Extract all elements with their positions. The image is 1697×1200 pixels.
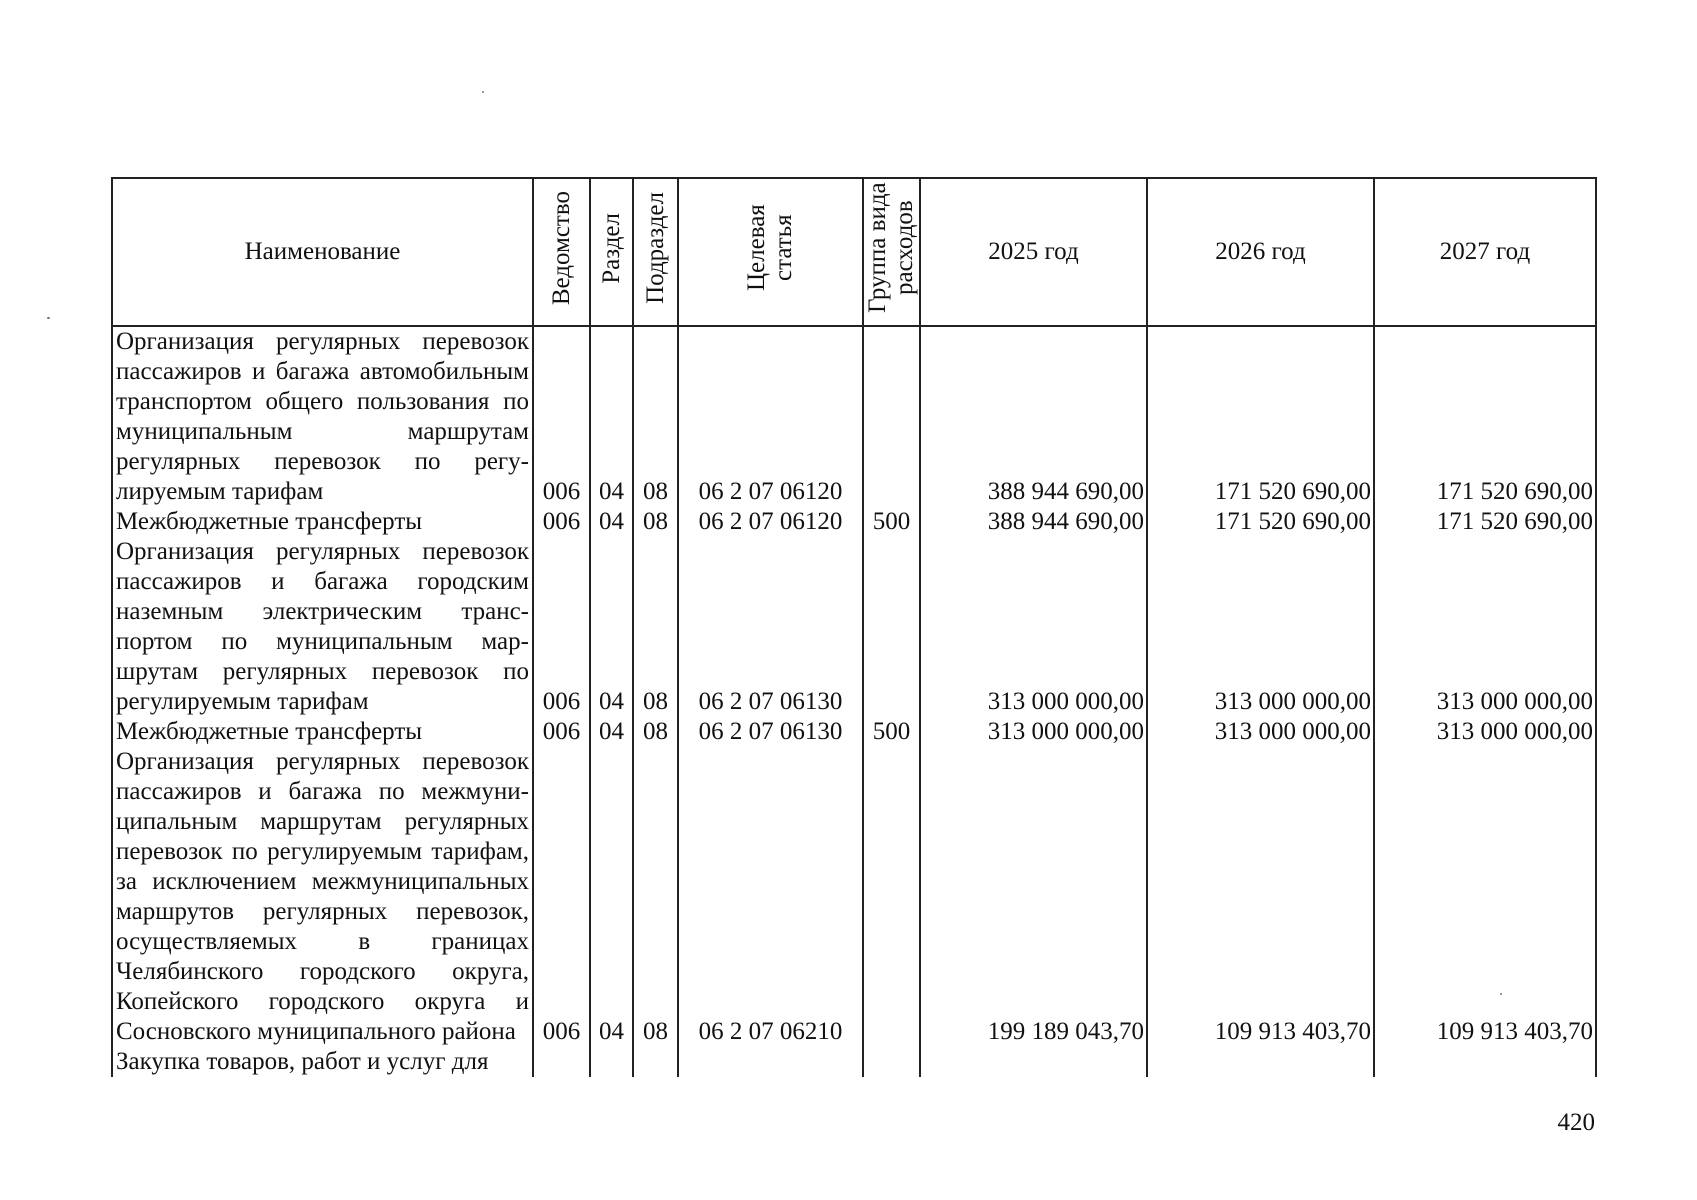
- row-subsection: 08: [633, 507, 678, 537]
- row-department: [533, 1047, 590, 1077]
- row-amount-2027: 313 000 000,00: [1374, 537, 1596, 717]
- row-section: [590, 1047, 633, 1077]
- header-section: Раздел: [590, 178, 633, 326]
- row-name: Закупка товаров, работ и услуг для: [112, 1047, 533, 1077]
- row-target-item: 06 2 07 06210: [678, 747, 863, 1047]
- row-amount-2025: [920, 1047, 1147, 1077]
- row-expense-group: [863, 326, 920, 507]
- header-name: Наименование: [112, 178, 533, 326]
- row-section: 04: [590, 717, 633, 747]
- row-amount-2027: [1374, 1047, 1596, 1077]
- row-subsection: [633, 1047, 678, 1077]
- row-department: 006: [533, 537, 590, 717]
- table-row: [112, 747, 1596, 1047]
- row-expense-group: [863, 747, 920, 1047]
- header-department: Ведомство: [533, 178, 590, 326]
- row-department: 006: [533, 747, 590, 1047]
- row-amount-2026: 171 520 690,00: [1147, 326, 1374, 507]
- scan-speck: [1500, 993, 1502, 995]
- header-year-2026: 2026 год: [1147, 178, 1374, 326]
- header-subsection: Подраздел: [633, 178, 678, 326]
- row-name: Организация регулярных перевозок пассажиров и багажа по межмуниципальным маршрутам регулярных перевозок по регулируемым тарифам, за исключением межмуниципальных маршрутов регулярных перевозок, осуществляемых в границах Челябинского городского округа, Копейского городского округа и Сосновского муниципального района: [112, 747, 533, 1047]
- row-subsection: 08: [633, 326, 678, 507]
- row-department: 006: [533, 507, 590, 537]
- row-section: 04: [590, 507, 633, 537]
- row-amount-2025: 388 944 690,00: [920, 507, 1147, 537]
- row-amount-2025: 313 000 000,00: [920, 717, 1147, 747]
- row-subsection: 08: [633, 717, 678, 747]
- row-amount-2026: 171 520 690,00: [1147, 507, 1374, 537]
- header-year-2027: 2027 год: [1374, 178, 1596, 326]
- row-target-item: 06 2 07 06130: [678, 717, 863, 747]
- row-expense-group: [863, 1047, 920, 1077]
- row-section: 04: [590, 326, 633, 507]
- table-row: [112, 1047, 1596, 1077]
- row-department: 006: [533, 717, 590, 747]
- row-subsection: 08: [633, 537, 678, 717]
- row-target-item: 06 2 07 06130: [678, 537, 863, 717]
- row-amount-2026: 313 000 000,00: [1147, 537, 1374, 717]
- row-amount-2027: 171 520 690,00: [1374, 326, 1596, 507]
- budget-table: [111, 177, 1597, 1077]
- row-name: Организация регулярных перевозок пассажиров и багажа автомобильным транспортом общего пользования по муниципальным маршрутам регулярных перевозок по регулируемым тарифам: [112, 326, 533, 507]
- row-name: Межбюджетные трансферты: [112, 507, 533, 537]
- table-row: [112, 717, 1596, 747]
- row-department: 006: [533, 326, 590, 507]
- row-amount-2026: 109 913 403,70: [1147, 747, 1374, 1047]
- row-subsection: 08: [633, 747, 678, 1047]
- header-target-item: Целевая статья: [678, 178, 863, 326]
- row-name: Межбюджетные трансферты: [112, 717, 533, 747]
- row-expense-group: 500: [863, 507, 920, 537]
- row-amount-2025: 388 944 690,00: [920, 326, 1147, 507]
- scan-speck: [47, 317, 50, 319]
- row-amount-2027: 171 520 690,00: [1374, 507, 1596, 537]
- scan-speck: [482, 91, 484, 93]
- table-row: [112, 507, 1596, 537]
- row-section: 04: [590, 537, 633, 717]
- row-target-item: 06 2 07 06120: [678, 507, 863, 537]
- header-year-2025: 2025 год: [920, 178, 1147, 326]
- table-row: [112, 326, 1596, 507]
- row-amount-2026: 313 000 000,00: [1147, 717, 1374, 747]
- row-expense-group: 500: [863, 717, 920, 747]
- row-target-item: [678, 1047, 863, 1077]
- row-target-item: 06 2 07 06120: [678, 326, 863, 507]
- page-number: 420: [1557, 1109, 1595, 1136]
- table-row: [112, 537, 1596, 717]
- row-amount-2025: 313 000 000,00: [920, 537, 1147, 717]
- row-amount-2026: [1147, 1047, 1374, 1077]
- row-section: 04: [590, 747, 633, 1047]
- row-amount-2027: 313 000 000,00: [1374, 717, 1596, 747]
- row-name: Организация регулярных перевозок пассажиров и багажа городским наземным электрическим транспортом по муниципальным маршрутам регулярных перевозок по регулируемым тарифам: [112, 537, 533, 717]
- header-expense-group: Группа вида расходов: [863, 178, 920, 326]
- table-header-row: [112, 178, 1596, 326]
- row-amount-2027: 109 913 403,70: [1374, 747, 1596, 1047]
- row-expense-group: [863, 537, 920, 717]
- row-amount-2025: 199 189 043,70: [920, 747, 1147, 1047]
